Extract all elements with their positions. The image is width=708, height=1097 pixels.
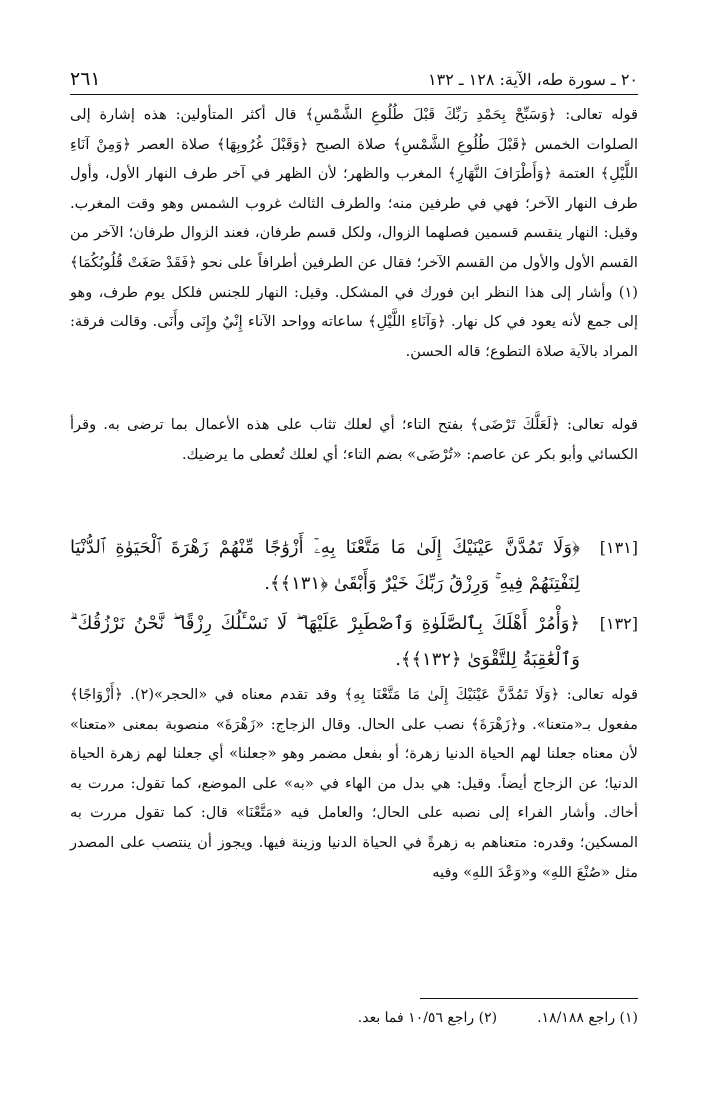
running-title: ٢٠ ـ سورة طه، الآية: ١٢٨ ـ ١٣٢	[428, 69, 638, 89]
verse-131	[70, 530, 638, 602]
verse-132	[70, 606, 638, 678]
footnote-rule	[420, 998, 638, 999]
paragraph-1: قوله تعالى: ﴿وَسَبِّحْ بِحَمْدِ رَبِّكَ قَبْلَ طُلُوعِ الشَّمْسِ﴾ قال أكثر المتأولين: هذه إشارة إلى الصلوات الخمس ﴿قَبْلَ طُلُوعِ الشَّمْسِ﴾ صلاة الصبح ﴿وَقَبْلَ غُرُوبِهَا﴾ صلاة العصر ﴿وَمِنْ آنَاءِ اللَّيْلِ﴾ العتمة ﴿وَأَطْرَافَ النَّهَارِ﴾ المغرب والظهر؛ لأن الظهر في آخر طرف النهار الأول، وأول طرف النهار الآخر؛ فهي في طرفين منه؛ والطرف الثالث غروب الشمس وهو وقت المغرب. وقيل: النهار ينقسم قسمين فصلهما الزوال، ولكل قسم طرفان، فعند الزوال طرفان؛ الآخر من القسم الأول والأول من القسم الآخر؛ فقال عن الطرفين أطرافاً على نحو ﴿فَقَدْ صَغَتْ قُلُوبُكُمَا﴾(١) وأشار إلى هذا النظر ابن فورك في المشكل. وقيل: النهار للجنس فلكل يوم طرف، وهو إلى جمع لأنه يعود في كل نهار. ﴿وَآنَاءِ اللَّيْلِ﴾ ساعاته وواحد الآناء إِنْيٌ وإِنَى وأَنَى. وقالت فرقة: المراد بالآية صلاة التطوع؛ قاله الحسن.	[70, 106, 638, 360]
page-number: ٢٦١	[70, 68, 101, 90]
verses-block	[70, 530, 638, 680]
paragraph-3: قوله تعالى: ﴿وَلَا تَمُدَّنَّ عَيْنَيْكَ إِلَىٰ مَا مَتَّعْنَا بِهِ﴾ وقد تقدم معناه في «الحجر»(٢). ﴿أَزْوَاجًا﴾ مفعول بـ«متعنا». و﴿زَهْرَةَ﴾ نصب على الحال. وقال الزجاج: «زَهْرَةَ» منصوبة بمعنى «متعنا» لأن معناه جعلنا لهم الحياة الدنيا زهرة؛ أو بفعل مضمر وهو «جعلنا» أي جعلنا لهم زهرة الحياة الدنيا؛ عن الزجاج أيضاً. وقيل: هي بدل من الهاء في «به» على الموضع، كما تقول: مررت به أخاك. وأشار الفراء إلى نصبه على الحال؛ والعامل فيه «مَتَّعْنَا» قال: كما تقول مررت به المسكين؛ وقدره: متعناهم به زهرةً في الحياة الدنيا وزينة فيها. ويجوز أن ينتصب على المصدر مثل «صُنْعَ اللهِ» و«وَعْدَ اللهِ» وفيه	[70, 686, 638, 881]
verse-text: ﴿وَأْمُرْ أَهْلَكَ بِٱلصَّلَوٰةِ وَٱصْطَبِرْ عَلَيْهَا ۖ لَا نَسْـَٔلُكَ رِزْقًا ۖ نَّحْنُ نَرْزُقُكَ ۗ وَٱلْعَٰقِبَةُ لِلتَّقْوَىٰ ﴿١٣٢﴾﴾.	[70, 613, 580, 670]
page-body	[70, 100, 638, 887]
footnotes	[70, 1010, 638, 1026]
footnote-1: (١) راجع ١٨/١٨٨.	[537, 1010, 638, 1026]
verse-text: ﴿وَلَا تَمُدَّنَّ عَيْنَيْكَ إِلَىٰ مَا مَتَّعْنَا بِهِۦٓ أَزْوَٰجًا مِّنْهُمْ زَهْرَةَ ٱلْحَيَوٰةِ ٱلدُّنْيَا لِنَفْتِنَهُمْ فِيهِ ۚ وَرِزْقُ رَبِّكَ خَيْرٌ وَأَبْقَىٰ ﴿١٣١﴾﴾.	[70, 537, 580, 594]
paragraph-2: قوله تعالى: ﴿لَعَلَّكَ تَرْضَى﴾ بفتح التاء؛ أي لعلك تثاب على هذه الأعمال بما ترضى به. وقرأ الكسائي وأبو بكر عن عاصم: «تُرْضَى» بضم التاء؛ أي لعلك تُعطى ما يرضيك.	[70, 416, 638, 463]
verse-number: [١٣٢]	[599, 614, 638, 633]
page-header	[70, 64, 638, 94]
verse-number: [١٣١]	[599, 538, 638, 557]
header-rule	[70, 94, 638, 95]
footnote-2: (٢) راجع ١٠/٥٦ فما بعد.	[357, 1010, 498, 1026]
